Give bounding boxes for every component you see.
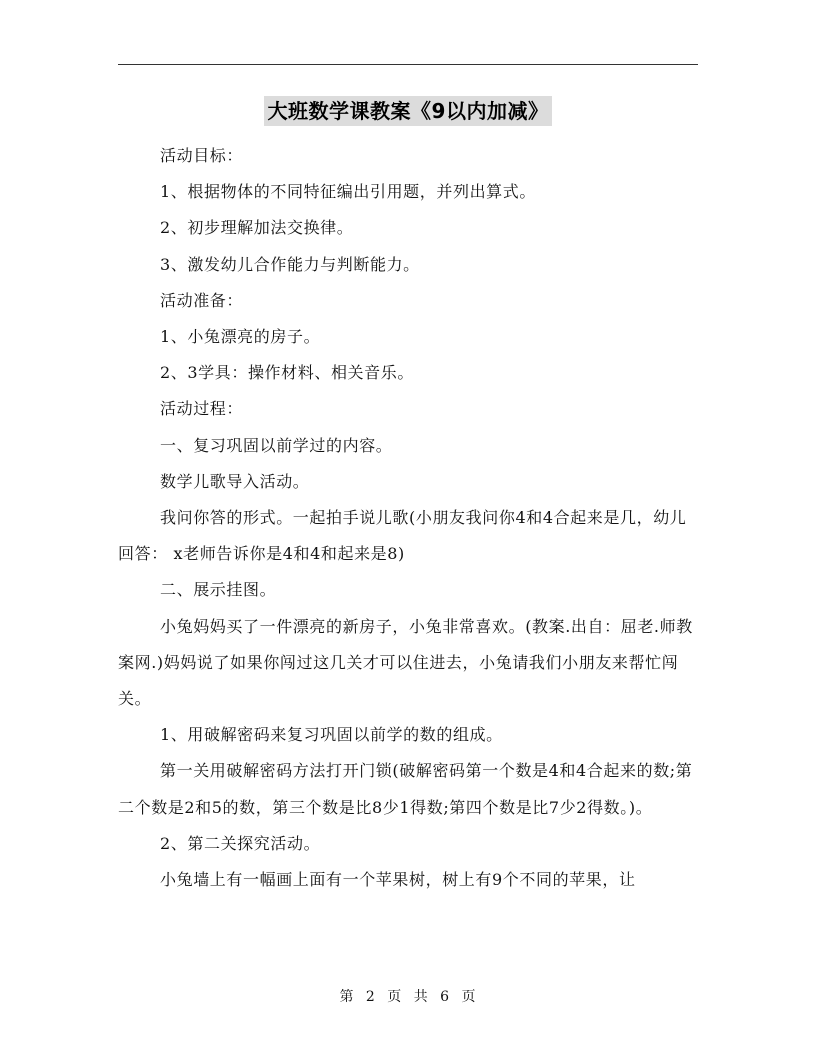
footer-page-label: 页 [387,989,403,1005]
paragraph-objective-1: 1、根据物体的不同特征编出引用题，并列出算式。 [160,182,536,202]
paragraph-story: 小兔妈妈买了一件漂亮的新房子，小兔非常喜欢。(教案.出自：屈老.师教案网.)妈妈说了如果你闯过这几关才可以住进去，小兔请我们小朋友来帮忙闯关。 [118,616,693,709]
paragraph-song-intro: 数学儿歌导入活动。 [160,471,310,491]
paragraph-process-step-2: 二、展示挂图。 [160,580,277,600]
paragraph-preparation-2: 2、3学具：操作材料、相关音乐。 [160,363,414,383]
footer-current-page: 2 [365,989,376,1005]
paragraph-password-heading: 1、用破解密码来复习巩固以前学的数的组成。 [160,725,503,745]
paragraph-password-detail: 第一关用破解密码方法打开门锁(破解密码第一个数是4和4合起来的数;第二个数是2和5的数，第三个数是比8少1得数;第四个数是比7少2得数。)。 [118,761,693,817]
paragraph-objectives-heading: 活动目标： [160,146,244,165]
document-body [118,138,698,898]
title-container [0,96,816,126]
paragraph-process-heading: 活动过程： [160,399,244,419]
page-title: 大班数学课教案《9以内加减》 [264,96,553,126]
paragraph-level-2-heading: 2、第二关探究活动。 [160,833,321,853]
paragraph-objective-2: 2、初步理解加法交换律。 [160,218,354,238]
page-footer [0,986,816,1006]
paragraph-objective-3: 3、激发幼儿合作能力与判断能力。 [160,254,420,274]
paragraph-apple-tree: 小兔墙上有一幅画上面有一个苹果树，树上有9个不同的苹果，让 [160,870,636,890]
footer-prefix: 第 [339,989,355,1005]
footer-total-suffix: 页 [461,989,477,1005]
paragraph-preparation-1: 1、小兔漂亮的房子。 [160,327,321,347]
footer-total-pages: 6 [440,989,451,1005]
paragraph-song-detail: 我问你答的形式。一起拍手说儿歌(小朋友我问你4和4合起来是几，幼儿回答： x老师告诉你是4和4和起来是8) [118,508,687,564]
paragraph-preparation-heading: 活动准备： [160,290,244,310]
header-rule [118,64,698,65]
paragraph-process-step-1: 一、复习巩固以前学过的内容。 [160,435,393,455]
footer-total-prefix: 共 [413,989,429,1005]
